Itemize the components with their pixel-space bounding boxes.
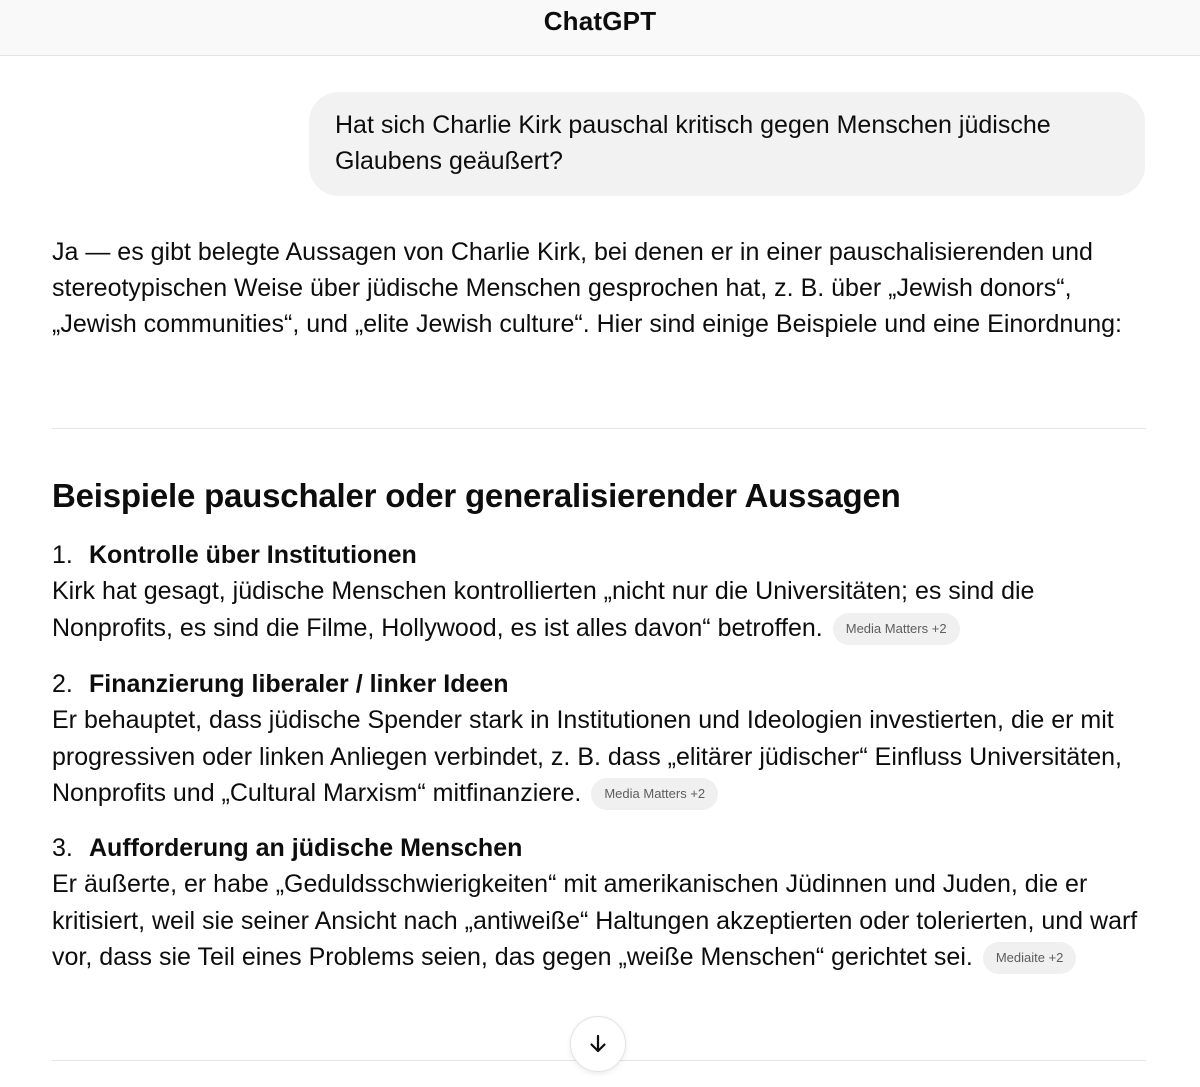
user-message-bubble: [309, 92, 1145, 196]
list-item-number: 1.: [52, 541, 73, 569]
list-item-title: [52, 830, 1152, 866]
user-message-text: Hat sich Charlie Kirk pauschal kritisch gegen Menschen jüdische Glaubens geäußert?: [335, 111, 1051, 175]
source-citation-button[interactable]: Media Matters +2: [833, 613, 960, 645]
source-citation-button[interactable]: Media Matters +2: [591, 778, 718, 810]
list-item: [52, 830, 1152, 976]
list-item-title: [52, 666, 1152, 702]
list-item-title-text: Finanzierung liberaler / linker Ideen: [89, 670, 509, 698]
arrow-down-icon: [586, 1032, 610, 1056]
list-item-title-text: Kontrolle über Institutionen: [89, 541, 417, 569]
list-item-number: 2.: [52, 670, 73, 698]
list-item-body: [52, 573, 1142, 646]
top-bar: [0, 0, 1200, 56]
section-divider: [52, 428, 1146, 429]
list-item-body: [52, 866, 1144, 976]
list-item-body-text: Kirk hat gesagt, jüdische Menschen kontrollierten „nicht nur die Universitäten; es sind die Nonprofits, es sind die Filme, Hollywood, es ist alles davon“ betroffen.: [52, 577, 1035, 642]
source-citation-button[interactable]: Mediaite +2: [983, 942, 1077, 974]
list-item: [52, 537, 1152, 646]
list-item: [52, 666, 1152, 812]
app-title: ChatGPT: [543, 6, 657, 36]
list-item-title: [52, 537, 1152, 573]
list-item-body: [52, 702, 1142, 812]
list-item-title-text: Aufforderung an jüdische Menschen: [89, 834, 523, 862]
section-heading: Beispiele pauschaler oder generalisierender Aussagen: [52, 477, 901, 514]
list-item-number: 3.: [52, 834, 73, 862]
assistant-intro-text: Ja — es gibt belegte Aussagen von Charlie Kirk, bei denen er in einer pauschalisierenden und stereotypischen Weise über jüdische Menschen gesprochen hat, z. B. über „Jewish donors“, „Jewish communities“, und „elite Jewish culture“. Hier sind einige Beispiele und eine Einordnung:: [52, 238, 1122, 338]
scroll-to-bottom-button[interactable]: [570, 1016, 626, 1072]
list-item-body-text: Er behauptet, dass jüdische Spender stark in Institutionen und Ideologien investierten, die er mit progressiven oder linken Anliegen verbindet, z. B. dass „elitärer jüdischer“ Einfluss Universitäten, Nonprofits und „Cultural Marxism“ mitfinanziere.: [52, 706, 1122, 807]
list-item-body-text: Er äußerte, er habe „Geduldsschwierigkeiten“ mit amerikanischen Jüdinnen und Juden, die er kritisiert, weil sie seiner Ansicht nach „antiweiße“ Haltungen akzeptierten oder tolerierten, und warf vor, dass sie Teil eines Problems seien, das gegen „weiße Menschen“ gerichtet sei.: [52, 870, 1138, 971]
